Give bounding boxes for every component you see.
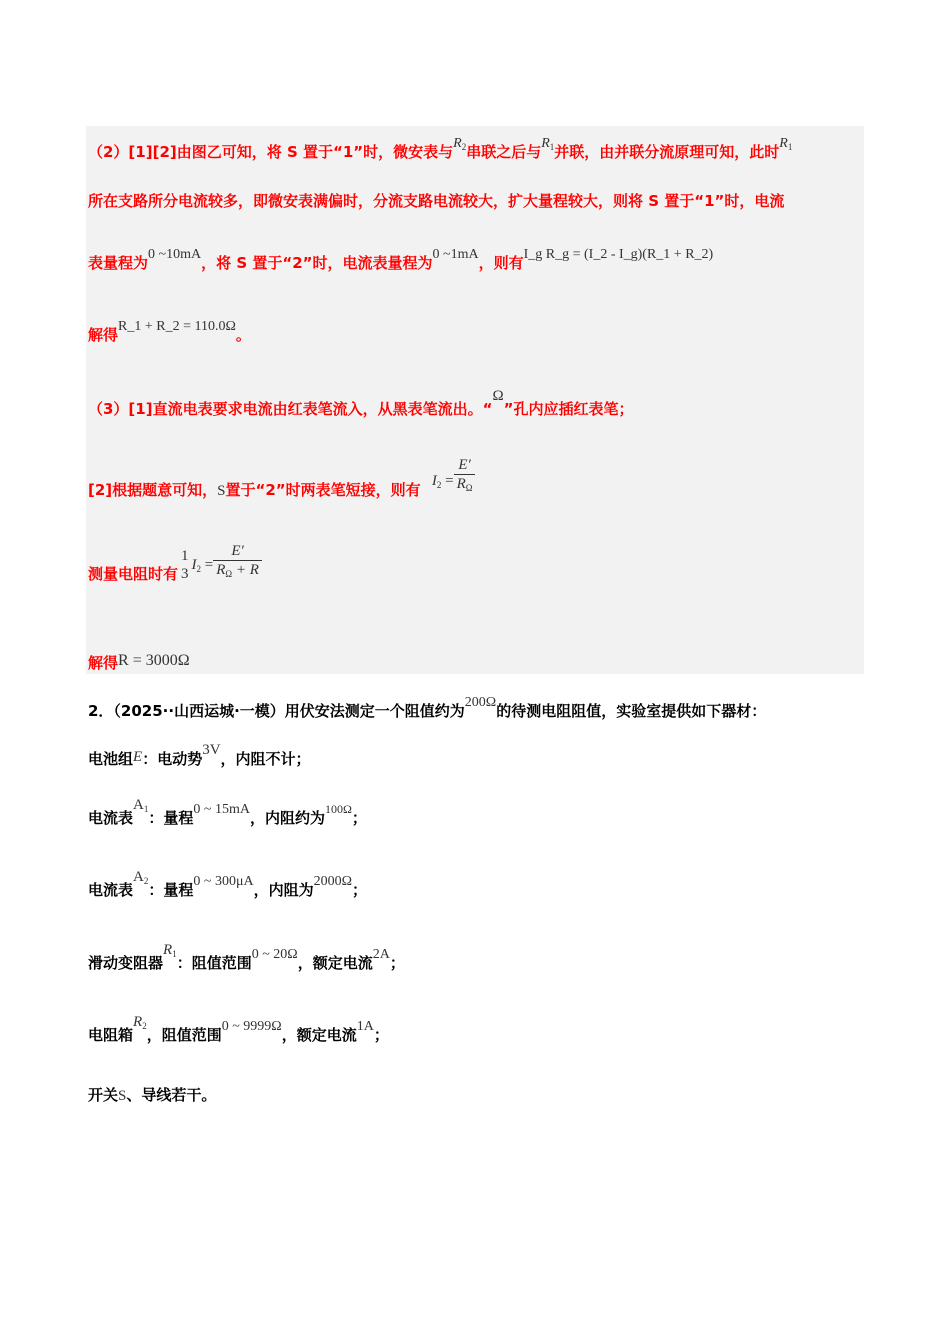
fraction-one-third — [178, 547, 192, 583]
answer-p3-line1 — [88, 388, 634, 420]
answer-p2-line4 — [88, 319, 251, 347]
text: 电阻箱 — [88, 1026, 134, 1044]
formula-i2 — [432, 473, 454, 489]
text: ； — [351, 809, 367, 827]
item-rheostat — [88, 942, 405, 978]
symbol-r1 — [163, 942, 177, 958]
text: [2]根据题意可知， — [88, 481, 218, 499]
text: ； — [389, 954, 405, 972]
formula-i2 — [192, 557, 214, 573]
text: ：阻值范围 — [176, 954, 252, 972]
answer-p2-line1 — [88, 136, 793, 167]
sub: 2 — [143, 876, 149, 886]
text: 解得 — [88, 654, 119, 672]
sym: R — [453, 136, 462, 151]
sub: Ω — [465, 483, 473, 493]
eq: = — [445, 473, 454, 489]
symbol-a2 — [133, 869, 148, 885]
sub: 1 — [143, 804, 149, 814]
text: ，内阻不计； — [220, 750, 311, 768]
symbol-a1 — [133, 797, 148, 813]
text: 测量电阻时有 — [88, 565, 179, 583]
item-switch — [88, 1085, 216, 1106]
sub: 2 — [461, 142, 467, 152]
range-value: 0 ~ 20Ω — [251, 947, 298, 962]
numerator: 1 — [181, 547, 189, 564]
item-ammeter2 — [88, 869, 368, 905]
formula-result: R = 3000Ω — [118, 652, 190, 669]
text: 电池组 — [88, 750, 134, 768]
range-value: 0 ~ 9999Ω — [221, 1019, 282, 1034]
emf-value: 3V — [202, 742, 221, 758]
text: 表量程为 — [88, 254, 149, 272]
sym: R — [541, 136, 550, 151]
denominator: R — [216, 562, 226, 578]
item-ammeter1 — [88, 797, 367, 833]
text: 开关 — [88, 1086, 119, 1104]
sym: I — [191, 557, 197, 573]
text: 、导线若干。 — [126, 1086, 217, 1104]
numerator: E′ — [458, 457, 471, 473]
sub: 1 — [549, 142, 555, 152]
text: ：电动势 — [142, 750, 203, 768]
sym: A — [133, 797, 144, 813]
text: ； — [373, 1026, 389, 1044]
omega-symbol: Ω — [492, 388, 504, 404]
resistance-value: 100Ω — [324, 802, 352, 816]
symbol-e: E — [133, 749, 143, 765]
text: 串联之后与 — [466, 143, 542, 161]
sub: Ω — [225, 569, 233, 579]
text: 2．（2025··山西运城·一模）用伏安法测定一个阻值约为 — [88, 702, 465, 720]
range-10ma: 0 ~10mA — [148, 247, 202, 262]
current-value: 2A — [372, 947, 390, 962]
text: ，额定电流 — [297, 954, 373, 972]
text: ，额定电流 — [281, 1026, 357, 1044]
text: ，将 S 置于“2”时，电流表量程为 — [201, 254, 433, 272]
range-value: 0 ~ 300μA — [193, 874, 254, 889]
answer-p2-line3 — [88, 247, 714, 275]
switch-symbol: S — [217, 483, 226, 499]
sym: R — [163, 942, 173, 958]
sub: 1 — [172, 949, 177, 959]
sym: I — [431, 473, 437, 489]
symbol-s: S — [118, 1088, 127, 1104]
sym: A — [133, 869, 144, 885]
symbol-r2 — [453, 136, 466, 151]
formula-shunt: I_g R_g = (I_2 - I_g)(R_1 + R_2) — [523, 247, 714, 262]
text: 并联，由并联分流原理可知，此时 — [554, 143, 780, 161]
text: ，阻值范围 — [146, 1026, 222, 1044]
formula-sum: R_1 + R_2 = 110.0Ω — [118, 319, 236, 334]
symbol-r1 — [541, 136, 554, 151]
text: 的待测电阻阻值，实验室提供如下器材： — [496, 702, 767, 720]
sub: 1 — [787, 142, 793, 152]
text: 。 — [235, 326, 251, 344]
text: ； — [352, 881, 368, 899]
item-battery — [88, 742, 311, 770]
text: 解得 — [88, 326, 119, 344]
text: ，则有 — [478, 254, 524, 272]
item-resistance-box — [88, 1014, 389, 1050]
range-value: 0 ~ 15mA — [193, 802, 250, 817]
denominator: 3 — [181, 565, 189, 582]
denominator: R — [456, 476, 466, 492]
fraction — [454, 456, 476, 497]
text: ，内阻约为 — [249, 809, 325, 827]
sym: R — [779, 136, 788, 151]
fraction — [213, 542, 262, 583]
text: 电流表 — [88, 809, 134, 827]
denominator-tail: + R — [235, 562, 259, 578]
text: （3）[1]直流电表要求电流由红表笔流入，从黑表笔流出。“ — [88, 400, 493, 418]
text: ：量程 — [148, 809, 194, 827]
text: ：量程 — [148, 881, 194, 899]
range-1ma: 0 ~1mA — [432, 247, 479, 262]
sym: R — [133, 1014, 143, 1030]
text: 滑动变阻器 — [88, 954, 164, 972]
sub: 2 — [142, 1021, 147, 1031]
value-200ohm: 200Ω — [464, 695, 497, 710]
text: ，内阻为 — [253, 881, 314, 899]
current-value: 1A — [356, 1019, 374, 1034]
symbol-r2 — [133, 1014, 147, 1030]
numerator: E′ — [231, 543, 244, 559]
answer-p3-line4 — [88, 653, 190, 674]
answer-p3-line2 — [88, 457, 475, 517]
eq: = — [204, 557, 214, 573]
text: 电流表 — [88, 881, 134, 899]
text: ”孔内应插红表笔； — [503, 400, 634, 418]
text: 置于“2”时两表笔短接，则有 — [225, 481, 421, 499]
sub: 2 — [436, 480, 442, 490]
symbol-r1b — [779, 136, 792, 151]
resistance-value: 2000Ω — [313, 874, 352, 889]
question2-title — [88, 695, 767, 723]
text: （2）[1][2]由图乙可知，将 S 置于“1”时，微安表与 — [88, 143, 454, 161]
answer-p2-line2: 所在支路所分电流较多，即微安表满偏时，分流支路电流较大，扩大量程较大，则将 S 置于“1”时，电流 — [88, 192, 785, 210]
answer-p3-line3 — [88, 543, 262, 601]
sub: 2 — [196, 564, 202, 574]
